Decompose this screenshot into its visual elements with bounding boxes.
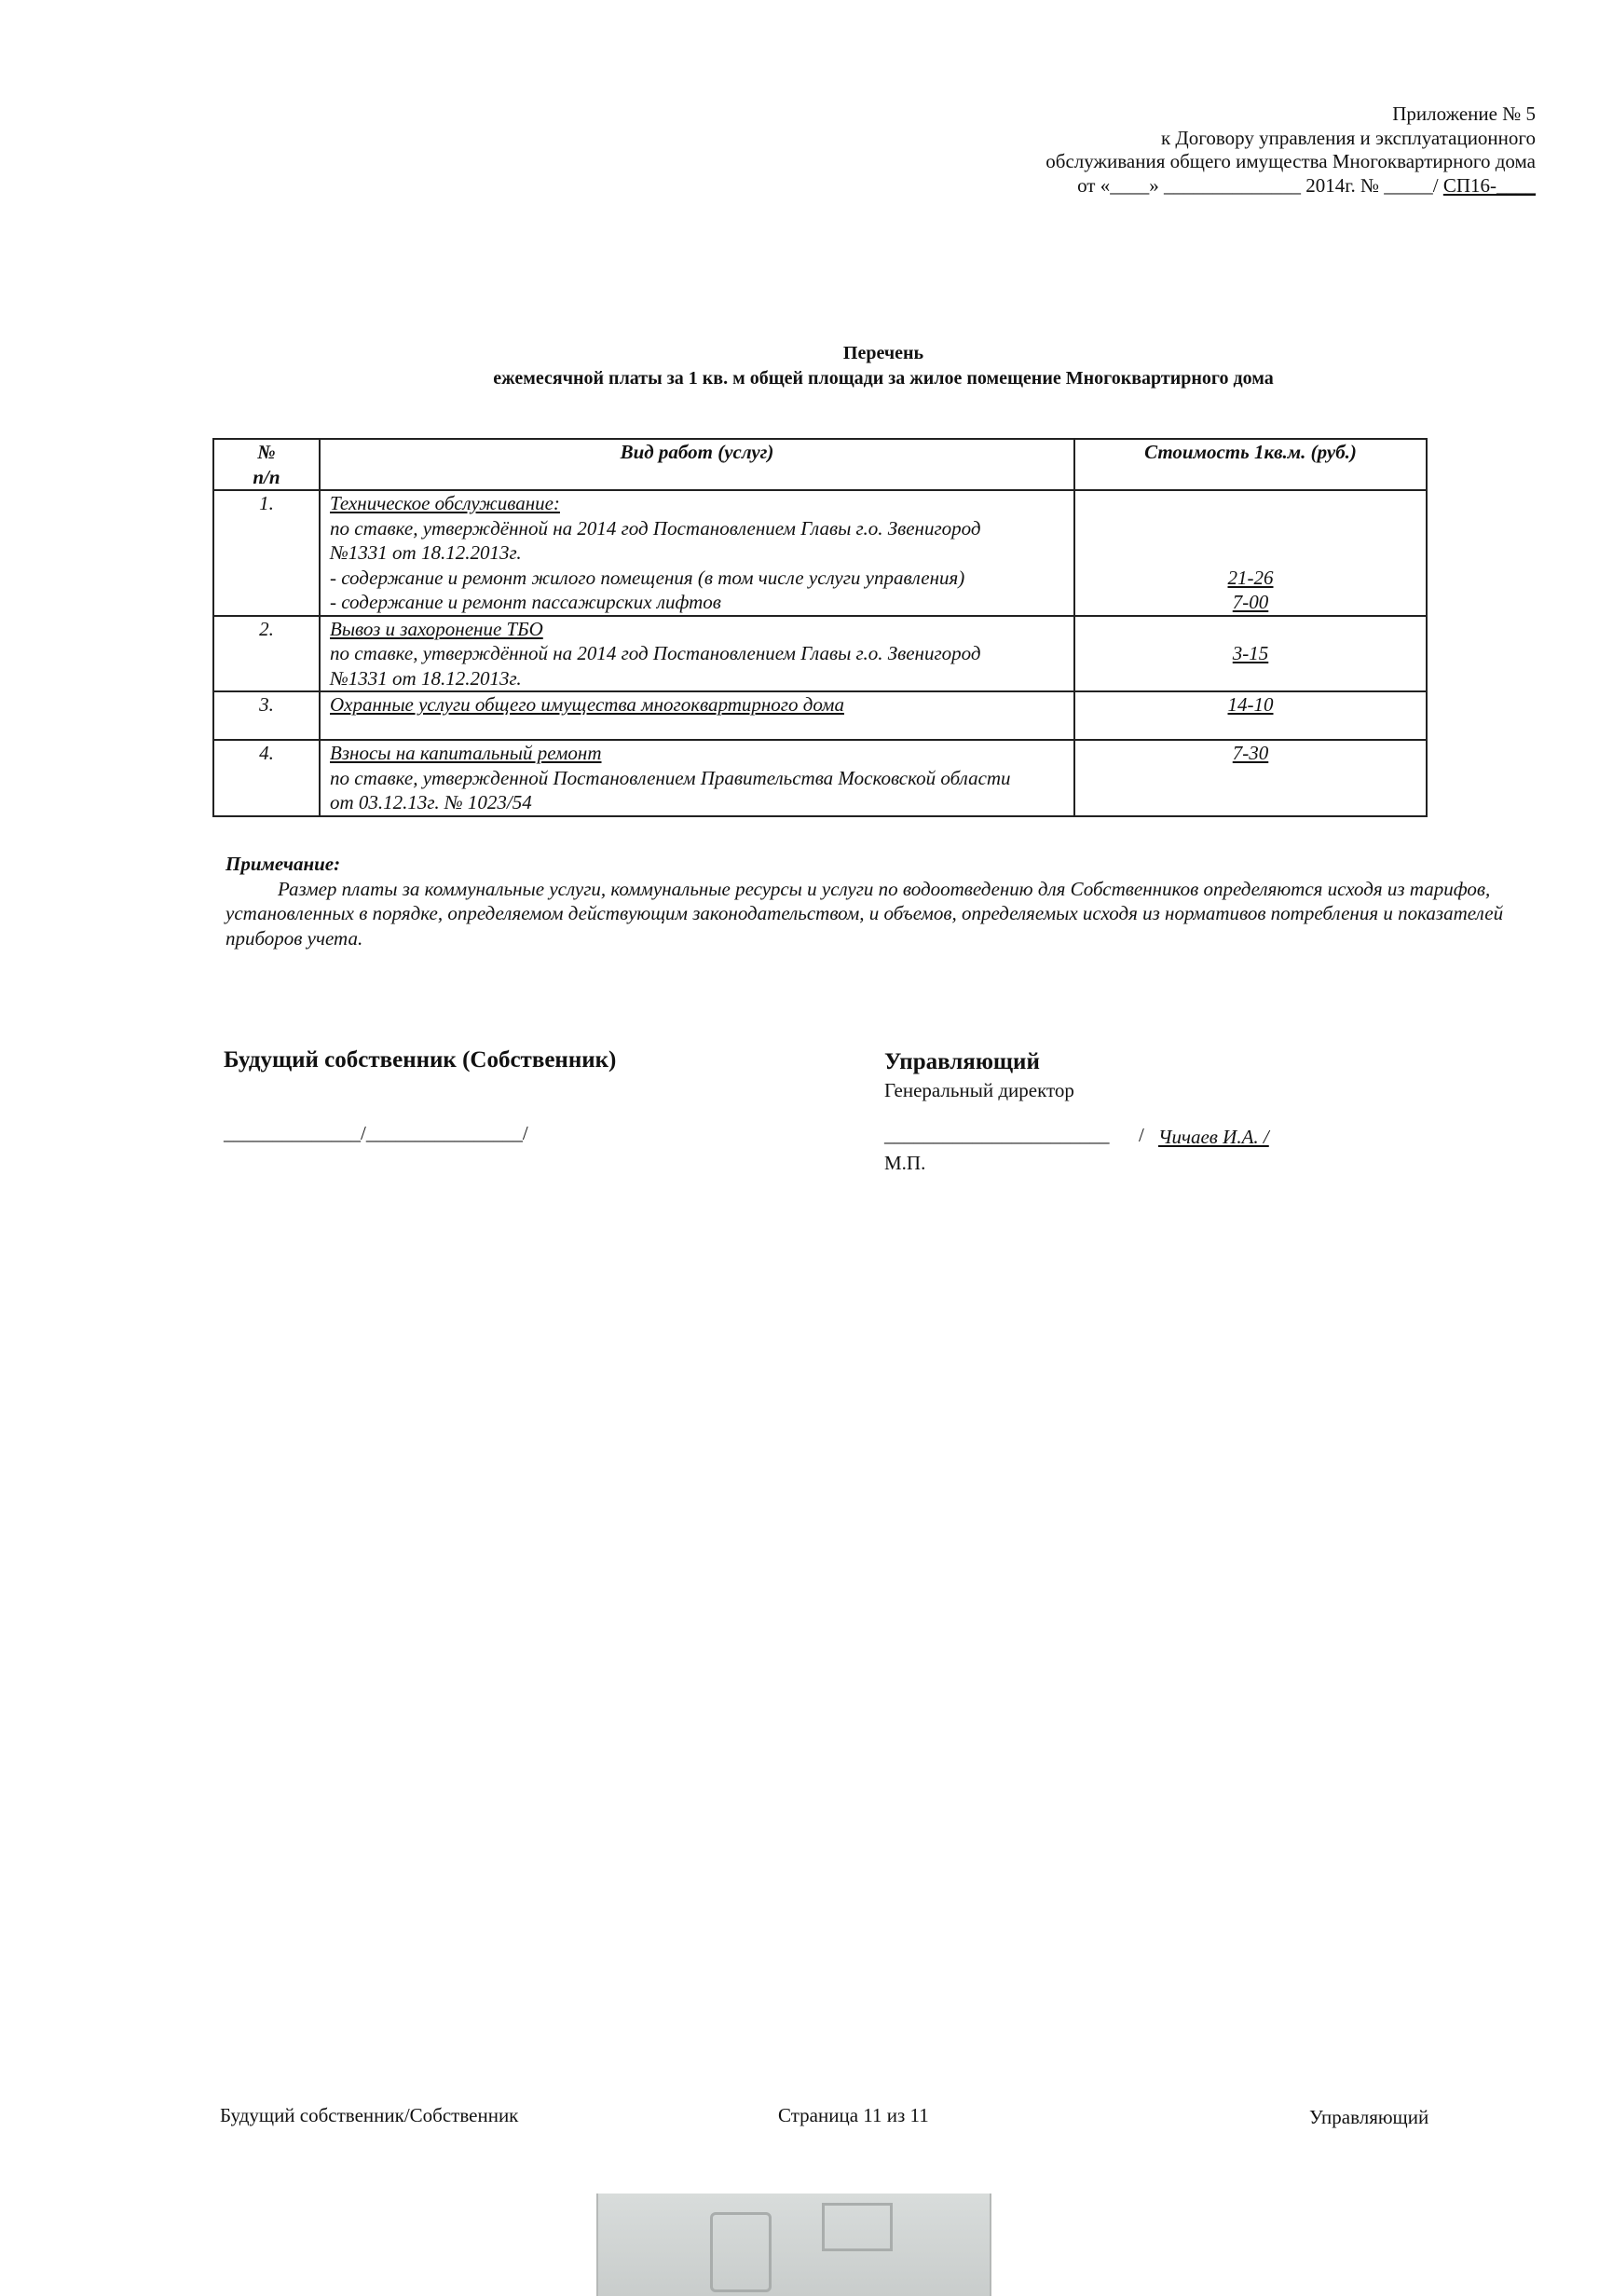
row-work bbox=[320, 616, 1074, 692]
appendix-line-3: обслуживания общего имущества Многоквартирного дома bbox=[1046, 150, 1536, 172]
row-number: 2. bbox=[213, 616, 320, 692]
page-number: Страница 11 из 11 bbox=[778, 2104, 929, 2126]
film-icon bbox=[710, 2212, 772, 2292]
manager-signature-title: Управляющий bbox=[884, 1049, 1040, 1074]
stamp-place: М.П. bbox=[884, 1152, 926, 1174]
table-row bbox=[213, 616, 1427, 692]
contract-number: СП16-____ bbox=[1442, 173, 1536, 197]
row-work-line: по ставке, утверждённой на 2014 год Постановлением Главы г.о. Звенигород bbox=[330, 516, 981, 540]
works-table bbox=[212, 438, 1428, 817]
table-row bbox=[213, 691, 1427, 740]
row-number: 4. bbox=[213, 740, 320, 816]
row-cost-value: 7-30 bbox=[1232, 742, 1269, 764]
note-label: Примечание: bbox=[226, 853, 341, 875]
appendix-line-4 bbox=[697, 174, 1536, 198]
appendix-header bbox=[697, 102, 1536, 198]
footer-owner: Будущий собственник/Собственник bbox=[220, 2104, 519, 2126]
row-cost bbox=[1074, 490, 1427, 616]
row-work bbox=[320, 691, 1074, 740]
table-header-row bbox=[213, 439, 1427, 490]
row-cost bbox=[1074, 740, 1427, 816]
header-number-line-2: п/п bbox=[253, 465, 280, 488]
table-row bbox=[213, 490, 1427, 616]
appendix-line-2: к Договору управления и эксплуатационного bbox=[1160, 126, 1536, 149]
header-number-line-1: № bbox=[257, 441, 276, 463]
row-cost-value-1: 21-26 bbox=[1227, 566, 1274, 589]
document-title bbox=[0, 341, 1599, 391]
owner-signature-line: ______________/________________/ bbox=[224, 1122, 528, 1144]
row-cost-value: 14-10 bbox=[1227, 693, 1274, 716]
scan-artifact bbox=[596, 2194, 991, 2296]
row-work-line: по ставке, утвержденной Постановлением Правительства Московской области bbox=[330, 766, 1011, 789]
header-cost: Стоимость 1кв.м. (руб.) bbox=[1074, 439, 1427, 490]
row-work-title: Взносы на капитальный ремонт bbox=[330, 742, 602, 764]
note-text: Размер платы за коммунальные услуги, коммунальные ресурсы и услуги по водоотведению для Собственников определяются исходя из тарифов, установленных в порядке, определяемом действующим законодательством, и объемов, определяемых исходя из нормативов потребления и показателей приборов учета. bbox=[226, 877, 1504, 950]
footer-manager: Управляющий bbox=[1309, 2106, 1429, 2128]
row-work-line: №1331 от 18.12.2013г. bbox=[330, 666, 522, 690]
row-work-line: - содержание и ремонт жилого помещения (в том числе услуги управления) bbox=[330, 566, 965, 589]
row-work-line: от 03.12.13г. № 1023/54 bbox=[330, 791, 532, 813]
appendix-line-1: Приложение № 5 bbox=[1392, 102, 1536, 125]
row-cost-value: 3-15 bbox=[1232, 642, 1269, 664]
header-number bbox=[213, 439, 320, 490]
row-cost bbox=[1074, 691, 1427, 740]
owner-signature-title: Будущий собственник (Собственник) bbox=[224, 1047, 617, 1073]
row-work bbox=[320, 490, 1074, 616]
manager-name: Чичаев И.А. / bbox=[1158, 1126, 1269, 1148]
row-number: 3. bbox=[213, 691, 320, 740]
manager-position: Генеральный директор bbox=[884, 1079, 1074, 1101]
row-number: 1. bbox=[213, 490, 320, 616]
row-cost-value-2: 7-00 bbox=[1232, 591, 1269, 613]
header-work: Вид работ (услуг) bbox=[320, 439, 1074, 490]
row-work-line: №1331 от 18.12.2013г. bbox=[330, 541, 522, 564]
row-work-title: Охранные услуги общего имущества многоквартирного дома bbox=[330, 693, 844, 716]
title-line-2: ежемесячной платы за 1 кв. м общей площади за жилое помещение Многоквартирного дома bbox=[493, 368, 1274, 389]
row-work-line: по ставке, утверждённой на 2014 год Постановлением Главы г.о. Звенигород bbox=[330, 642, 981, 664]
note-section bbox=[226, 852, 1538, 950]
title-line-1: Перечень bbox=[842, 343, 924, 363]
row-work-title: Вывоз и захоронение ТБО bbox=[330, 617, 543, 640]
row-work-line: - содержание и ремонт пассажирских лифтов bbox=[330, 591, 721, 613]
row-work-title: Техническое обслуживание: bbox=[330, 492, 560, 514]
row-work bbox=[320, 740, 1074, 816]
row-cost bbox=[1074, 616, 1427, 692]
manager-signature-line: _______________________ / bbox=[884, 1124, 1150, 1146]
frame-icon bbox=[822, 2203, 893, 2251]
appendix-date-number: от «____» ______________ 2014г. № _____/ bbox=[1077, 173, 1443, 197]
table-row bbox=[213, 740, 1427, 816]
